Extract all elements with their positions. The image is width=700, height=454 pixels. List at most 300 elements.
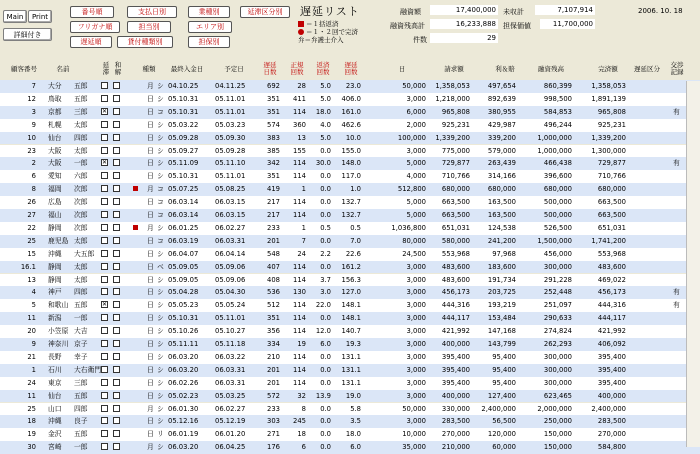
cell-negotiation [673,364,685,376]
cell-type-a: 月 [147,443,154,452]
cell-scheduled-date: 05.10.27 [215,327,246,336]
cell-last-payment: 06.03.19 [168,236,199,245]
overdue-checkbox[interactable] [101,263,108,270]
sort-by-area-button[interactable]: エリア別 [188,21,232,33]
cell-day: 3,000 [406,378,426,387]
cell-given-name: 一郎 [74,314,88,323]
cell-interest: 339,200 [487,133,516,142]
table-row[interactable] [0,261,700,274]
page-title: 遅延リスト [300,5,360,18]
settlement-checkbox[interactable] [113,224,120,231]
cell-repay-count: 3.0 [320,288,331,297]
cell-billed: 680,000 [441,185,470,194]
red-square-icon [133,225,138,230]
table-row[interactable] [0,80,700,93]
cell-scheduled-date: 05.12.19 [215,417,246,426]
header-settlement: 和解 [114,61,122,76]
cell-customer-no: 11 [27,314,36,323]
cell-delay-days: 536 [267,288,280,297]
cell-surname: 福山 [48,211,62,219]
cell-type-b: シ [157,172,164,181]
sort-by-number-button[interactable]: 番号順 [70,6,114,18]
cell-surname: 金沢 [48,430,62,439]
cell-given-name: 大右衛門 [74,365,102,374]
cell-delay-days: 176 [267,443,280,452]
settlement-checkbox[interactable] [113,159,120,166]
cell-day: 3,000 [406,301,426,310]
settlement-checkbox[interactable] [113,121,120,128]
overdue-checkbox[interactable] [101,379,108,386]
cell-negotiation: 有 [673,159,680,168]
cell-balance: 150,000 [543,430,572,439]
cell-balance: 500,000 [543,211,572,219]
cell-balance: 1,000,000 [537,146,572,155]
table-row[interactable] [0,274,700,287]
cell-regular-count: 6 [301,443,306,452]
overdue-checkbox[interactable] [101,430,108,437]
settlement-checkbox[interactable] [113,250,120,257]
settlement-checkbox[interactable] [113,108,120,115]
overdue-checkbox[interactable] [101,392,108,399]
cell-day: 3,000 [406,314,426,323]
table-row[interactable] [0,248,700,261]
loan-total-value: 17,400,000 [430,5,498,15]
cell-repay-count: 22.0 [315,301,331,310]
overdue-checkbox[interactable] [101,147,108,154]
settlement-checkbox[interactable] [113,134,120,141]
table-row[interactable] [0,106,700,119]
cell-repay-count: 5.0 [320,82,331,90]
cell-customer-no: 15 [27,249,36,258]
cell-repay-count: 2.2 [320,249,331,258]
cell-balance: 526,500 [543,223,572,232]
cell-delay-days: 334 [267,340,280,348]
settlement-checkbox[interactable] [113,340,120,347]
cell-type-a: 日 [147,301,154,310]
cell-balance: 680,000 [543,185,572,194]
cell-regular-count: 114 [293,365,306,374]
overdue-checkbox[interactable] [101,288,108,295]
cell-delay-count: 132.7 [341,211,361,219]
cell-surname: 静岡 [48,275,62,284]
overdue-checkbox[interactable] [101,443,108,450]
sort-by-delay-button[interactable]: 遅延順 [70,36,112,48]
cell-negotiation [673,351,685,363]
overdue-checkbox[interactable] [101,276,108,283]
cell-given-name: 幸子 [74,352,88,361]
cell-balance: 251,097 [543,301,572,310]
cell-given-name: 五郎 [74,430,88,439]
cell-surname: 大分 [48,82,62,90]
main-button[interactable]: Main [3,10,27,23]
table-row[interactable] [0,235,700,248]
overdue-checkbox[interactable]: ✕ [102,107,108,115]
cell-regular-count: 130 [293,288,306,297]
settlement-checkbox[interactable] [113,288,120,295]
settlement-checkbox[interactable] [113,379,120,386]
cell-given-name: 次郎 [74,185,88,194]
cell-day: 6,000 [406,107,426,116]
cell-payoff: 663,500 [597,198,626,207]
cell-type-a: 月 [147,404,154,413]
settlement-checkbox[interactable] [113,327,120,334]
cell-scheduled-date: 06.02.27 [215,404,246,413]
collateral-value-label: 担保価値 [503,22,531,30]
cell-delay-days: 351 [267,314,280,323]
settlement-checkbox[interactable] [113,405,120,412]
cell-repay-count: 0.0 [320,211,331,219]
cell-billed: 395,400 [441,378,470,387]
settlement-checkbox[interactable] [113,95,120,102]
cell-payoff: 283,500 [597,417,626,426]
cell-last-payment: 05.09.27 [168,146,199,155]
cell-repay-count: 0.0 [320,172,331,181]
cell-given-name: 六郎 [74,172,88,181]
cell-type-b: シ [157,288,164,297]
cell-day: 3,000 [406,340,426,348]
cell-interest: 429,987 [487,120,516,129]
sort-by-collateral-button[interactable]: 担保別 [188,36,230,48]
header-payoff: 完済額 [598,64,618,73]
cell-given-name: 三郎 [74,378,88,387]
cell-delay-count: 156.3 [341,275,361,284]
cell-type-b: シ [157,327,164,336]
cell-customer-no: 30 [27,443,36,452]
cell-surname: 沖縄 [48,249,62,258]
cell-balance: 466,438 [543,159,572,168]
sort-by-loan-type-button[interactable]: 貸付種類別 [117,36,173,48]
cell-regular-count: 19 [297,340,306,348]
cell-given-name: 次郎 [74,223,88,232]
overdue-checkbox[interactable] [101,211,108,218]
cell-regular-count: 114 [293,275,306,284]
cell-day: 5,000 [406,159,426,168]
cell-customer-no: 1 [31,365,36,374]
cell-negotiation [673,183,685,195]
cell-day: 5,000 [406,198,426,207]
table-row[interactable] [0,364,700,377]
cell-type-a: 日 [147,391,154,400]
cell-repay-count: 0.5 [320,223,331,232]
cell-payoff: 1,741,200 [591,236,626,245]
cell-interest: 203,725 [487,288,516,297]
table-row[interactable] [0,325,700,338]
table-row[interactable] [0,93,700,106]
cell-customer-no: 7 [31,82,36,90]
cell-billed: 283,500 [441,417,470,426]
overdue-checkbox[interactable] [101,172,108,179]
overdue-checkbox[interactable] [101,314,108,321]
settlement-checkbox[interactable] [113,417,120,424]
sort-by-furigana-button[interactable]: フリガナ順 [70,21,120,33]
cell-negotiation [673,235,685,247]
cell-repay-count: 0.0 [320,146,331,155]
cell-interest: 153,484 [487,314,516,323]
cell-day: 100,000 [397,133,426,142]
overdue-checkbox[interactable] [101,121,108,128]
overdue-checkbox[interactable]: ✕ [102,159,108,167]
cell-repay-count: 0.0 [320,404,331,413]
cell-type-b: コ [157,211,164,219]
cell-repay-count: 5.0 [320,94,331,103]
overdue-checkbox[interactable] [101,417,108,424]
table-row[interactable] [0,377,700,390]
table-row[interactable] [0,119,700,132]
settlement-checkbox[interactable] [113,211,120,218]
header-overdue: 延滞 [102,61,110,76]
cell-type-a: 月 [147,223,154,232]
cell-delay-days: 342 [267,159,280,168]
settlement-checkbox[interactable] [113,147,120,154]
cell-negotiation [673,312,685,324]
cell-repay-count: 0.0 [320,198,331,207]
cell-interest: 314,166 [487,172,516,181]
cell-delay-days: 407 [267,262,280,271]
settlement-checkbox[interactable] [113,172,120,179]
header-repay-count: 返済回数 [316,61,330,76]
cell-delay-count: 18.0 [345,430,361,439]
cell-billed: 710,766 [441,172,470,181]
cell-interest: 147,168 [487,327,516,336]
table-row[interactable] [0,183,700,196]
header-last-payment: 最終入金日 [170,64,204,73]
cell-surname: 札幌 [48,120,62,129]
cell-scheduled-date: 05.03.23 [215,120,246,129]
settlement-checkbox[interactable] [113,392,120,399]
cell-interest: 193,219 [487,301,516,310]
cell-payoff: 680,000 [597,185,626,194]
cell-regular-count: 411 [293,94,306,103]
settlement-checkbox[interactable] [113,430,120,437]
settlement-checkbox[interactable] [113,301,120,308]
cell-delay-days: 419 [267,185,280,194]
cell-negotiation [673,338,685,350]
cell-scheduled-date: 05.04.30 [215,288,246,297]
red-square-icon [298,21,304,27]
cell-surname: 大阪 [48,146,62,155]
sort-by-payday-button[interactable]: 支払日別 [127,6,177,18]
cell-scheduled-date: 06.03.31 [215,236,246,245]
cell-delay-count: 3.5 [350,417,361,426]
count-value: 29 [430,33,498,43]
cell-regular-count: 114 [293,211,306,219]
cell-last-payment: 05.03.22 [168,120,199,129]
cell-customer-no: 5 [31,301,36,310]
cell-delay-days: 217 [267,198,280,207]
table-row[interactable] [0,441,700,454]
cell-payoff: 444,117 [597,314,626,323]
overdue-checkbox[interactable] [101,95,108,102]
cell-balance: 300,000 [543,262,572,271]
cell-type-b: ベ [157,262,164,271]
cell-given-name: 京子 [74,340,88,348]
unpaid-total-label: 未収計 [503,8,524,16]
cell-type-b: シ [157,275,164,284]
cell-billed: 395,400 [441,352,470,361]
cell-balance: 998,500 [543,94,572,103]
cell-type-b: シ [157,378,164,387]
cell-negotiation [673,248,685,260]
sort-by-delay-class-button[interactable]: 延滞区分別 [240,6,290,18]
cell-regular-count: 114 [293,107,306,116]
cell-given-name: 四郎 [74,133,88,142]
cell-surname: 新潟 [48,314,62,323]
cell-type-b: シ [157,417,164,426]
count-label: 件数 [413,36,427,44]
cell-delay-days: 692 [267,82,280,90]
cell-surname: 仙台 [48,391,62,400]
overdue-checkbox[interactable] [101,224,108,231]
cell-surname: 宮崎 [48,443,62,452]
cell-repay-count: 5.0 [320,133,331,142]
settlement-checkbox[interactable] [113,443,120,450]
overdue-checkbox[interactable] [101,82,108,89]
table-row[interactable] [0,132,700,145]
legend-one-two-payments: ＝１・２回で完済 [298,28,358,36]
balance-total-value: 16,233,888 [430,19,498,29]
settlement-checkbox[interactable] [113,185,120,192]
overdue-checkbox[interactable] [101,237,108,244]
cell-type-b: シ [157,301,164,310]
cell-given-name: 四郎 [74,288,88,297]
report-date: 2006. 10. 18 [638,7,683,15]
settlement-checkbox[interactable] [113,263,120,270]
cell-customer-no: 21 [27,352,36,361]
cell-day: 35,000 [402,443,426,452]
cell-surname: 神戸 [48,288,62,297]
cell-repay-count: 0.0 [320,430,331,439]
cell-scheduled-date: 06.03.22 [215,352,246,361]
header-name: 名前 [56,64,70,73]
cell-customer-no: 19 [27,430,36,439]
cell-interest: 892,639 [487,94,516,103]
cell-regular-count: 114 [293,159,306,168]
cell-regular-count: 155 [293,146,306,155]
cell-customer-no: 8 [31,185,36,194]
cell-customer-no: 25 [27,404,36,413]
loan-total-label: 融資額 [400,8,421,16]
collateral-value: 11,700,000 [540,19,595,29]
settlement-checkbox[interactable] [113,82,120,89]
overdue-checkbox[interactable] [101,353,108,360]
cell-day: 10,000 [402,430,426,439]
cell-negotiation [673,132,685,144]
cell-scheduled-date: 05.11.01 [215,94,246,103]
cell-payoff: 651,031 [597,223,626,232]
print-button[interactable]: Print [28,10,52,23]
cell-delay-days: 210 [267,352,280,361]
cell-repay-count: 3.7 [320,275,331,284]
cell-negotiation [673,274,685,286]
cell-type-a: 日 [147,198,154,207]
cell-scheduled-date: 05.09.06 [215,275,246,284]
cell-negotiation [673,119,685,131]
overdue-checkbox[interactable] [101,134,108,141]
cell-customer-no: 11 [27,391,36,400]
settlement-checkbox[interactable] [113,314,120,321]
cell-given-name: 大五郎 [74,249,95,258]
cell-scheduled-date: 04.11.25 [215,82,246,90]
overdue-checkbox[interactable]: ✕ [102,301,108,309]
settlement-checkbox[interactable] [113,276,120,283]
cell-customer-no: 12 [27,94,36,103]
table-row[interactable] [0,286,700,299]
cell-payoff: 270,000 [597,430,626,439]
overdue-checkbox[interactable] [101,327,108,334]
table-row[interactable] [0,170,700,183]
overdue-checkbox[interactable] [101,250,108,257]
sort-by-industry-button[interactable]: 業種別 [188,6,230,18]
table-row[interactable] [0,145,700,158]
settlement-checkbox[interactable] [113,237,120,244]
cell-regular-count: 114 [293,172,306,181]
cell-type-a: 日 [147,172,154,181]
cell-scheduled-date: 06.03.31 [215,365,246,374]
overdue-checkbox[interactable] [101,340,108,347]
cell-billed: 483,600 [441,262,470,271]
cell-day: 3,000 [406,352,426,361]
cell-negotiation [673,80,685,92]
table-row[interactable] [0,351,700,364]
table-row[interactable] [0,157,700,170]
table-row[interactable] [0,403,700,416]
cell-customer-no: 20 [27,327,36,336]
table-row[interactable] [0,428,700,441]
cell-repay-count: 30.0 [315,159,331,168]
settlement-checkbox[interactable] [113,353,120,360]
settlement-checkbox[interactable] [113,366,120,373]
cell-payoff: 965,808 [597,107,626,116]
table-row[interactable] [0,222,700,235]
cell-surname: 長野 [48,352,62,361]
cell-given-name: 次郎 [74,198,88,207]
sort-by-staff-button[interactable]: 担当別 [127,21,171,33]
overdue-checkbox[interactable] [101,185,108,192]
vertical-scrollbar[interactable] [686,81,700,447]
cell-type-b: シ [157,249,164,258]
table-row[interactable] [0,390,700,403]
detail-button[interactable]: 詳細付き [3,28,52,41]
overdue-checkbox[interactable] [101,405,108,412]
cell-delay-days: 574 [267,120,280,129]
settlement-checkbox[interactable] [113,198,120,205]
table-row[interactable] [0,338,700,351]
table-row[interactable] [0,415,700,428]
cell-last-payment: 05.09.05 [168,262,199,271]
cell-regular-count: 32 [297,391,306,400]
cell-surname: 仙台 [48,133,62,142]
cell-repay-count: 0.0 [320,352,331,361]
cell-surname: 鹿児島 [48,236,69,245]
table-row[interactable] [0,209,700,222]
cell-customer-no: 16.1 [20,262,36,271]
cell-surname: 沖縄 [48,417,62,426]
overdue-checkbox[interactable] [101,198,108,205]
table-row[interactable] [0,196,700,209]
overdue-checkbox[interactable] [101,366,108,373]
table-row[interactable] [0,299,700,312]
cell-interest: 680,000 [487,185,516,194]
cell-billed: 483,600 [441,275,470,284]
legend-lawyer: 弁＝弁護士介入 [298,36,344,44]
cell-type-b: シ [157,82,164,90]
header-regular-count: 正規回数 [290,61,304,76]
cell-given-name: 良子 [74,417,88,426]
cell-regular-count: 114 [293,314,306,323]
table-row[interactable] [0,312,700,325]
cell-regular-count: 13 [297,133,306,142]
cell-negotiation: 有 [673,107,680,116]
